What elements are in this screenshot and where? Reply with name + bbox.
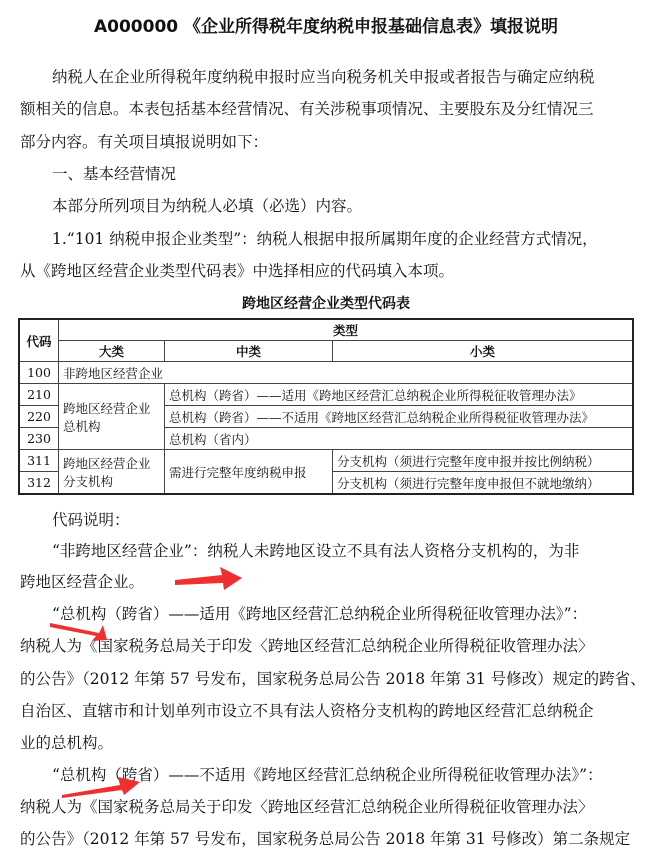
desc1-line: 跨地区经营企业。	[20, 573, 145, 591]
desc1-line: “非跨地区经营企业”：纳税人未跨地区设立不具有法人资格分支机构的，为非	[52, 542, 580, 560]
intro-line: 部分内容。有关项目填报说明如下：	[20, 133, 269, 151]
desc2-line: “总机构（跨省）——适用《跨地区经营汇总纳税企业所得税征收管理办法》”：	[52, 605, 588, 623]
desc2-line: 的公告》（2012 年第 57 号发布，国家税务总局公告 2018 年第 31 号修改）规定的跨省、	[20, 670, 646, 688]
header-code: 代码	[19, 319, 59, 362]
intro-line: 纳税人在企业所得税年度纳税申报时应当向税务机关申报或者报告与确定应纳税	[52, 68, 595, 86]
small-cell: 分支机构（须进行完整年度申报但不就地缴纳）	[333, 472, 634, 495]
code-cell: 312	[19, 472, 59, 495]
big-cell: 跨地区经营企业分支机构	[59, 450, 165, 495]
desc3-line: 纳税人为《国家税务总局关于印发〈跨地区经营汇总纳税企业所得税征收管理办法〉	[20, 798, 594, 816]
header-type: 类型	[59, 319, 634, 341]
document-title: A000000 《企业所得税年度纳税申报基础信息表》填报说明	[93, 17, 559, 37]
small-cell: 总机构（跨省）——不适用《跨地区经营汇总纳税企业所得税征收管理办法》	[165, 406, 634, 428]
code-cell: 210	[19, 384, 59, 406]
arrow-icon	[175, 567, 242, 590]
section-desc: 本部分所列项目为纳税人必填（必选）内容。	[52, 197, 363, 215]
code-cell: 220	[19, 406, 59, 428]
item1-line: 1.“101 纳税申报企业类型”：纳税人根据申报所属期年度的企业经营方式情况，	[52, 230, 598, 248]
code-cell: 311	[19, 450, 59, 472]
small-cell: 分支机构（须进行完整年度申报并按比例纳税）	[333, 450, 634, 472]
mid-cell: 需进行完整年度纳税申报	[165, 450, 333, 495]
desc2-line: 纳税人为《国家税务总局关于印发〈跨地区经营汇总纳税企业所得税征收管理办法〉	[20, 637, 594, 655]
big-cell: 跨地区经营企业总机构	[59, 384, 165, 450]
desc2-line: 业的总机构。	[20, 734, 114, 752]
header-big: 大类	[59, 341, 165, 362]
desc3-line: “总机构（跨省）——不适用《跨地区经营汇总纳税企业所得税征收管理办法》”：	[52, 766, 603, 784]
code-cell: 230	[19, 428, 59, 450]
code-desc-heading: 代码说明：	[52, 511, 130, 529]
item1-line: 从《跨地区经营企业类型代码表》中选择相应的代码填入本项。	[20, 262, 455, 280]
header-small: 小类	[333, 341, 634, 362]
big-cell: 非跨地区经营企业	[59, 362, 634, 384]
code-cell: 100	[19, 362, 59, 384]
arrow-icon	[62, 777, 140, 798]
desc2-line: 自治区、直辖市和计划单列市设立不具有法人资格分支机构的跨地区经营汇总纳税企	[20, 702, 594, 720]
header-mid: 中类	[165, 341, 333, 362]
table-caption: 跨地区经营企业类型代码表	[242, 296, 410, 312]
desc3-line: 的公告》（2012 年第 57 号发布，国家税务总局公告 2018 年第 31 号修改）第二条规定	[20, 830, 631, 848]
intro-line: 额相关的信息。本表包括基本经营情况、有关涉税事项情况、主要股东及分红情况三	[20, 100, 594, 118]
section-heading: 一、基本经营情况	[52, 165, 177, 183]
small-cell: 总机构（省内）	[165, 428, 634, 450]
arrow-icon	[50, 623, 107, 641]
small-cell: 总机构（跨省）——适用《跨地区经营汇总纳税企业所得税征收管理办法》	[165, 384, 634, 406]
